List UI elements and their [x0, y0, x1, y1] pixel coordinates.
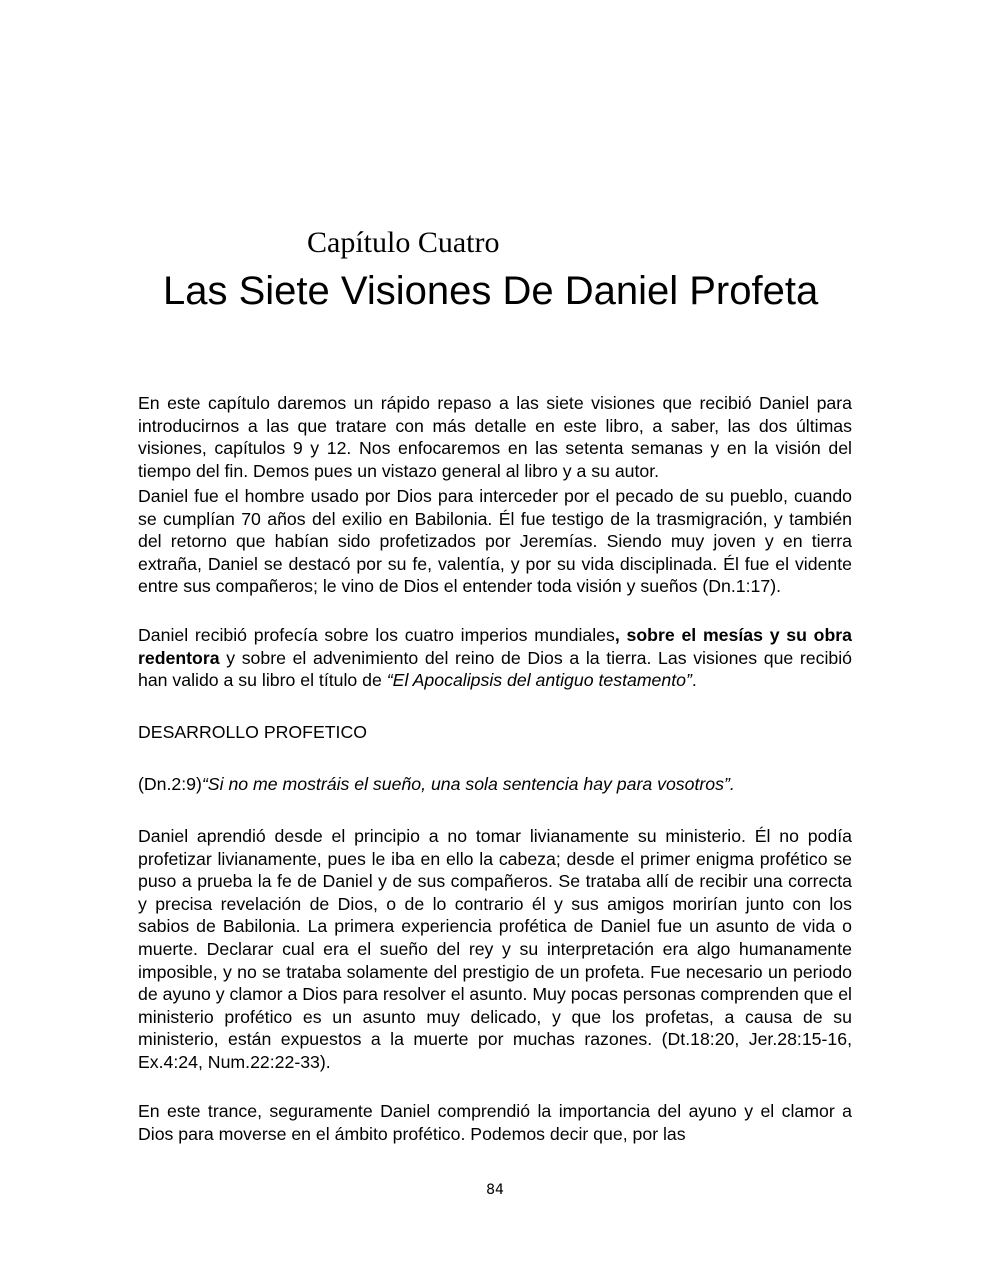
paragraph-ministry: Daniel aprendió desde el principio a no tomar livianamente su ministerio. Él no podía profetizar livianamente, pues le iba en ello la cabeza; desde el primer enigma profético se puso a prueba la fe de Daniel y de sus compañeros. Se trataba allí de recibir una correcta y precisa revelación de Dios, o de lo contrario él y sus amigos morirían junto con los sabios de Babilonia. La primera experiencia profética de Daniel fue un asunto de vida o muerte. Declarar cual era el sueño del rey y su interpretación era algo humanamente imposible, y no se trataba solamente del prestigio de un profeta. Fue necesario un periodo de ayuno y clamor a Dios para resolver el asunto. Muy pocas personas comprenden que el ministerio profético es un asunto muy delicado, y que los profetas, a causa de su ministerio, están expuestos a la muerte por muchas razones. (Dt.18:20, Jer.28:15-16, Ex.4:24, Num.22:22-33).: [138, 826, 852, 1072]
paragraph-intro: En este capítulo daremos un rápido repaso a las siete visiones que recibió Daniel para introducirnos a las que tratare con más detalle en este libro, a saber, las dos últimas visiones, capítulos 9 y 12. Nos enfocaremos en las setenta semanas y en la visión del tiempo del fin. Demos pues un vistazo general al libro y a su autor.: [138, 393, 852, 481]
scripture-text: “Si no me mostráis el sueño, una sola sentencia hay para vosotros”.: [201, 774, 735, 794]
paragraph-text: Daniel recibió profecía sobre los cuatro imperios mundiales: [138, 625, 615, 645]
paragraph-daniel-intercessor: Daniel fue el hombre usado por Dios para interceder por el pecado de su pueblo, cuando se cumplían 70 años del exilio en Babilonia. Él fue testigo de la trasmigración, y también del retorno que habían sido profetizados por Jeremías. Siendo muy joven y en tierra extraña, Daniel se destacó por su fe, valentía, y por su vida disciplinada. Él fue el vidente entre sus compañeros; le vino de Dios el entender toda visión y sueños (Dn.1:17).: [138, 486, 852, 597]
page-number: 84: [486, 1182, 504, 1198]
scripture-quote: [138, 773, 852, 796]
chapter-title: Las Siete Visiones De Daniel Profeta: [163, 269, 819, 313]
paragraph-text: y sobre el advenimiento del reino de Dios a la tierra. Las visiones que recibió han valido a su libro el título de: [138, 647, 852, 691]
italic-title: “El Apocalipsis del antiguo testamento”: [386, 670, 692, 691]
paragraph-daniel-prophecy: [138, 624, 852, 692]
bold-text: , sobre el mesías y su obra redentora: [138, 625, 852, 668]
paragraph-text: .: [691, 670, 697, 691]
scripture-reference: (Dn.2:9): [138, 774, 202, 794]
paragraph-trance: En este trance, seguramente Daniel comprendió la importancia del ayuno y el clamor a Dios para moverse en el ámbito profético. Podemos decir que, por las: [138, 1101, 852, 1144]
chapter-label: Capítulo Cuatro: [307, 226, 500, 259]
section-heading: DESARROLLO PROFETICO: [138, 722, 367, 742]
